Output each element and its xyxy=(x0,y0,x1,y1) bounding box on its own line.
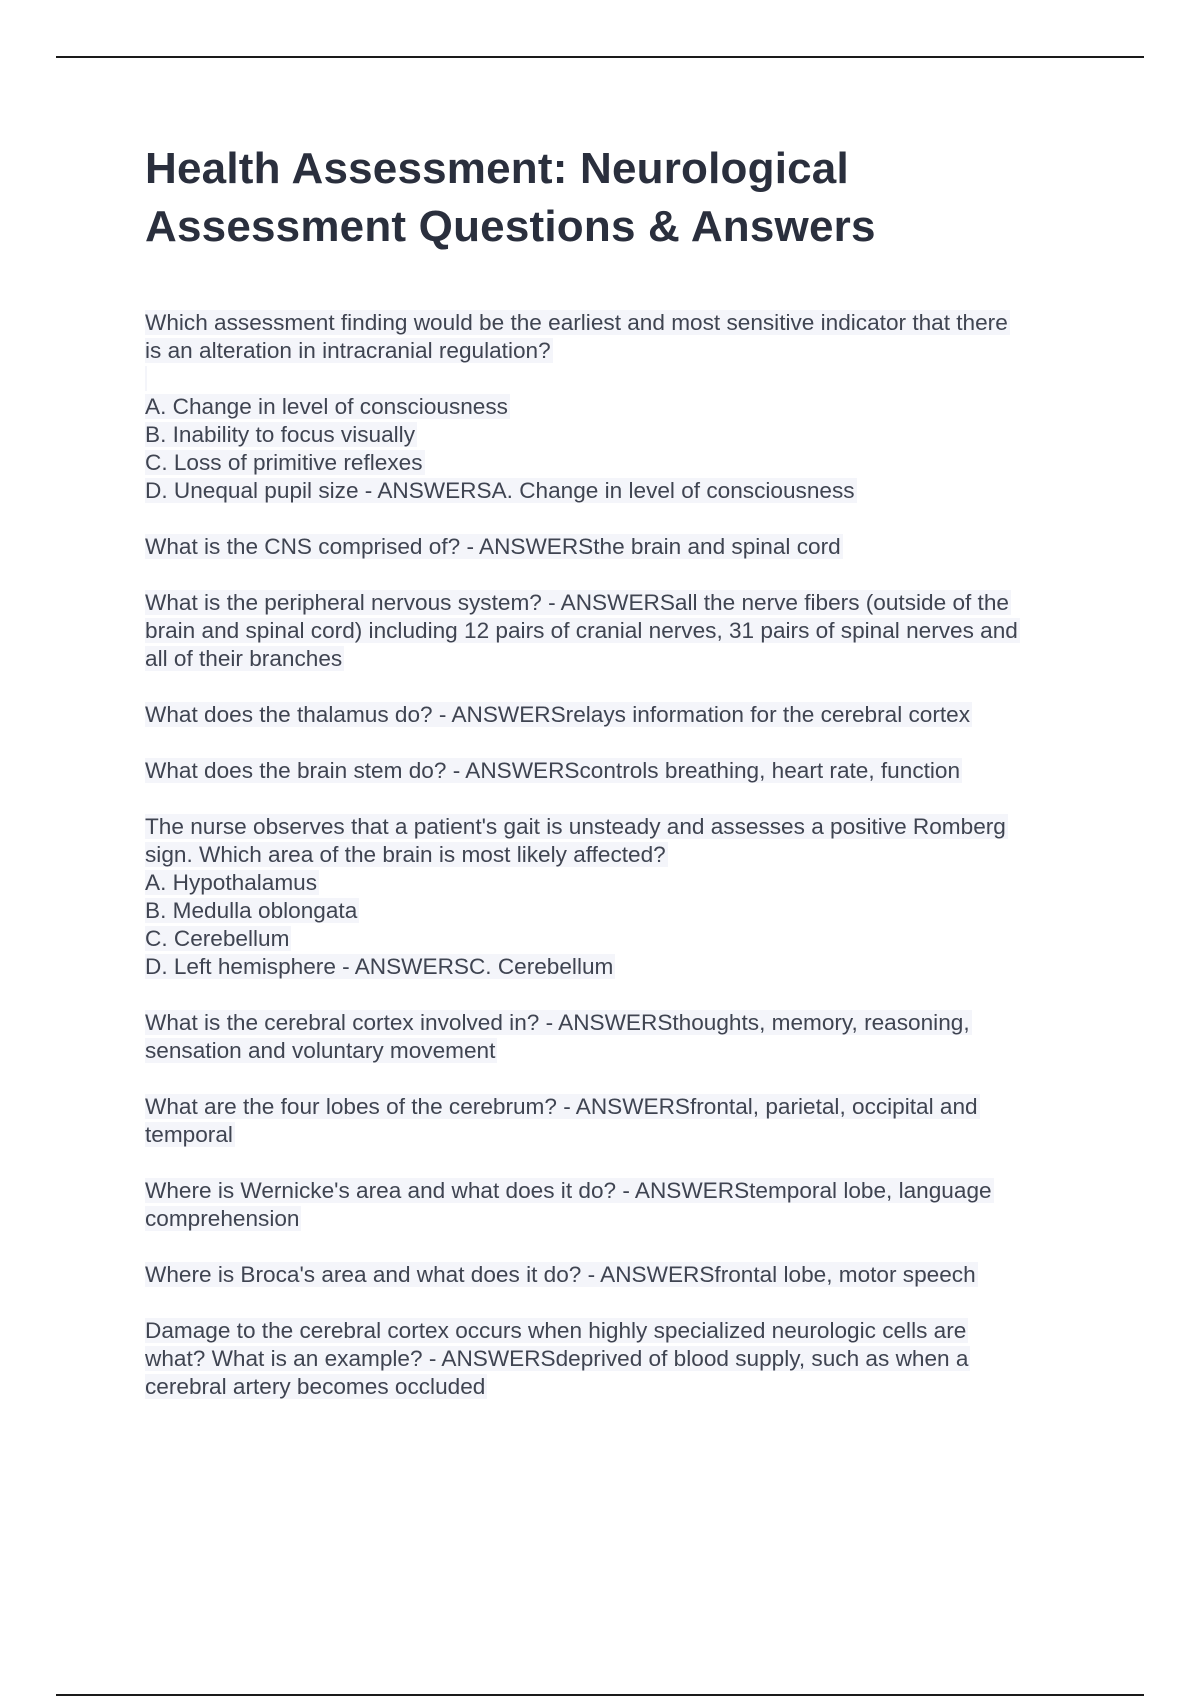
qa-text: What is the CNS comprised of? - ANSWERSthe brain and spinal cord xyxy=(145,534,841,559)
qa-text: Which assessment finding would be the earliest and most sensitive indicator that there is an alteration in intracranial regulation? A. Change in level of consciousness B. Inability to focus visually C. Loss of primitive reflexes D. Unequal pupil size - ANSWERSA. Change in level of consciousness xyxy=(145,310,1008,503)
qa-text: What does the brain stem do? - ANSWERScontrols breathing, heart rate, function xyxy=(145,758,961,783)
qa-item xyxy=(145,1093,1085,1149)
qa-item xyxy=(145,589,1085,673)
qa-text: The nurse observes that a patient's gait is unsteady and assesses a positive Romberg sign. Which area of the brain is most likely affected? A. Hypothalamus B. Medulla oblongata C. Cerebellum D. Left hemisphere - ANSWERSC. Cerebellum xyxy=(145,814,1006,979)
qa-list xyxy=(145,309,1085,1401)
qa-item xyxy=(145,813,1085,981)
qa-item xyxy=(145,701,1085,729)
top-divider xyxy=(56,56,1144,58)
qa-text: Where is Broca's area and what does it do? - ANSWERSfrontal lobe, motor speech xyxy=(145,1262,976,1287)
qa-item xyxy=(145,309,1085,505)
qa-item xyxy=(145,1009,1085,1065)
qa-text: What is the cerebral cortex involved in? - ANSWERSthoughts, memory, reasoning, sensation and voluntary movement xyxy=(145,1010,970,1063)
document-title: Health Assessment: Neurological Assessment Questions & Answers xyxy=(145,144,876,251)
bottom-divider xyxy=(56,1694,1144,1696)
qa-text: What does the thalamus do? - ANSWERSrelays information for the cerebral cortex xyxy=(145,702,971,727)
qa-text: What is the peripheral nervous system? - ANSWERSall the nerve fibers (outside of the brain and spinal cord) including 12 pairs of cranial nerves, 31 pairs of spinal nerves and all of their branches xyxy=(145,590,1018,671)
qa-text: What are the four lobes of the cerebrum? - ANSWERSfrontal, parietal, occipital and temporal xyxy=(145,1094,978,1147)
qa-item xyxy=(145,1177,1085,1233)
qa-text: Where is Wernicke's area and what does it do? - ANSWERStemporal lobe, language comprehension xyxy=(145,1178,992,1231)
document-body xyxy=(145,140,1085,1429)
qa-item xyxy=(145,757,1085,785)
qa-text: Damage to the cerebral cortex occurs when highly specialized neurologic cells are what? What is an example? - ANSWERSdeprived of blood supply, such as when a cerebral artery becomes occluded xyxy=(145,1318,969,1399)
qa-item xyxy=(145,1261,1085,1289)
qa-item xyxy=(145,1317,1085,1401)
qa-item xyxy=(145,533,1085,561)
